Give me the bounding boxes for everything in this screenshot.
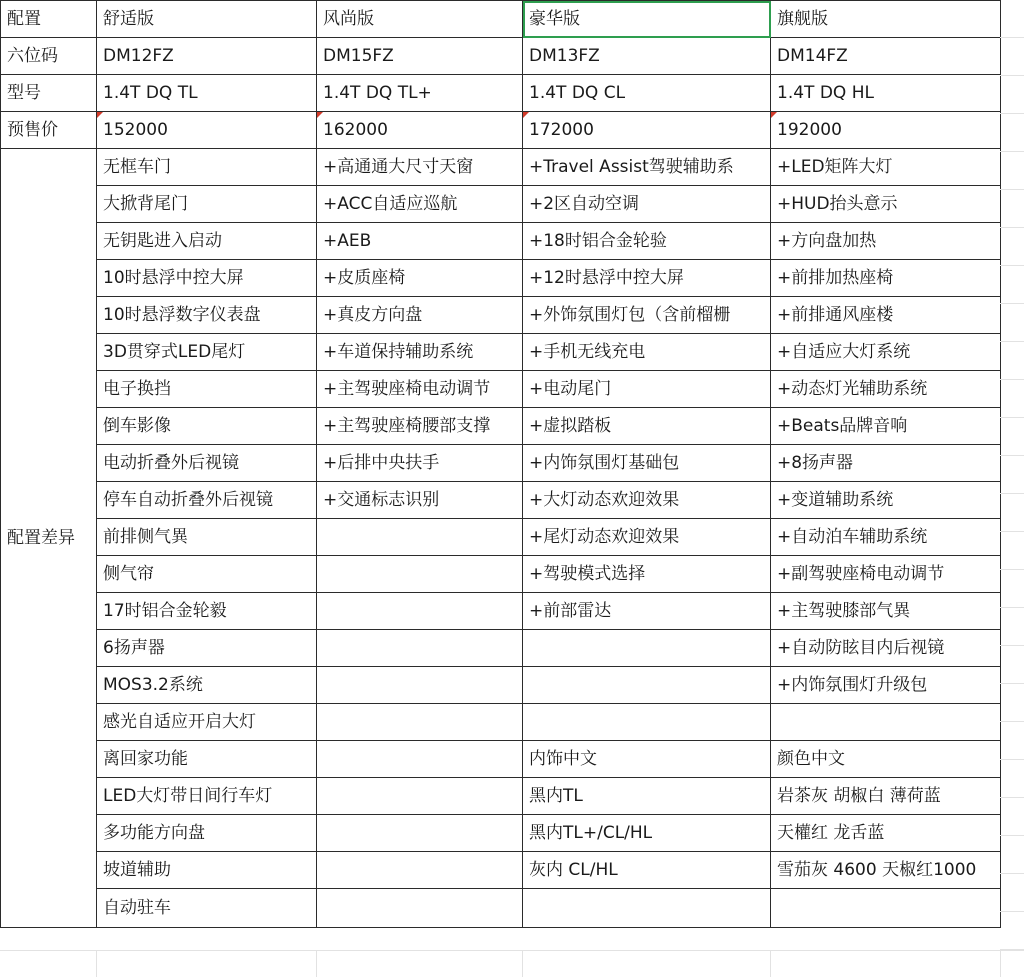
color-row [1,852,1001,889]
comment-marker-icon [771,112,777,118]
info-row [1,75,1001,112]
feature-row [1,630,1001,667]
feature-row [1,556,1001,593]
color-cell[interactable]: 雪茄灰 4600 天椒红1000 [771,852,1001,889]
feature-cell[interactable]: +大灯动态欢迎效果 [523,482,771,519]
price-text: 172000 [529,120,594,140]
value-cell[interactable]: 1.4T DQ CL [523,75,771,112]
feature-cell[interactable]: +高通通大尺寸天窗 [317,149,523,186]
row-label-cell[interactable]: 六位码 [1,38,97,75]
feature-cell[interactable]: MOS3.2系统 [97,667,317,704]
feature-row [1,149,1001,186]
feature-cell[interactable]: 无钥匙进入启动 [97,223,317,260]
color-cell[interactable]: 天權红 龙舌蓝 [771,815,1001,852]
feature-row [1,667,1001,704]
color-cell[interactable]: 颜色中文 [771,741,1001,778]
comment-marker-icon [97,112,103,118]
feature-cell[interactable]: +HUD抬头意示 [771,186,1001,223]
color-cell[interactable] [317,778,523,815]
feature-cell[interactable]: +后排中央扶手 [317,445,523,482]
feature-cell[interactable]: +ACC自适应巡航 [317,186,523,223]
feature-cell[interactable]: 停车自动折叠外后视镜 [97,482,317,519]
feature-cell[interactable]: +18时铝合金轮验 [523,223,771,260]
feature-cell[interactable]: 3D贯穿式LED尾灯 [97,334,317,371]
value-cell[interactable] [771,112,1001,149]
feature-cell[interactable]: +Beats品牌音响 [771,408,1001,445]
feature-cell[interactable]: +车道保持辅助系统 [317,334,523,371]
feature-cell[interactable]: +动态灯光辅助系统 [771,371,1001,408]
feature-cell[interactable]: +虚拟踏板 [523,408,771,445]
color-cell[interactable]: LED大灯带日间行车灯 [97,778,317,815]
feature-cell[interactable]: +真皮方向盘 [317,297,523,334]
feature-cell[interactable]: 10时悬浮中控大屏 [97,260,317,297]
feature-cell[interactable]: 无框车门 [97,149,317,186]
feature-cell[interactable]: +主驾驶座椅腰部支撑 [317,408,523,445]
color-cell[interactable] [771,889,1001,928]
feature-cell[interactable]: +LED矩阵大灯 [771,149,1001,186]
value-cell[interactable] [97,112,317,149]
feature-cell[interactable]: +尾灯动态欢迎效果 [523,519,771,556]
feature-cell[interactable]: +12时悬浮中控大屏 [523,260,771,297]
value-cell[interactable]: DM15FZ [317,38,523,75]
price-text: 192000 [777,120,842,140]
feature-cell[interactable]: +Travel Assist驾驶辅助系 [523,149,771,186]
feature-row [1,408,1001,445]
comment-marker-icon [317,112,323,118]
feature-row [1,519,1001,556]
price-text: 162000 [323,120,388,140]
feature-cell[interactable]: +皮质座椅 [317,260,523,297]
value-cell[interactable]: 1.4T DQ HL [771,75,1001,112]
color-cell[interactable]: 多功能方向盘 [97,815,317,852]
feature-row [1,334,1001,371]
empty-row [0,950,1024,977]
header-row [1,1,1001,38]
feature-cell[interactable]: +自动防眩目内后视镜 [771,630,1001,667]
feature-cell[interactable]: +前排加热座椅 [771,260,1001,297]
row-label-cell[interactable]: 型号 [1,75,97,112]
section-label-cell[interactable]: 配置差异 [1,149,97,928]
feature-cell[interactable]: 感光自适应开启大灯 [97,704,317,741]
feature-row [1,445,1001,482]
header-label-cell[interactable]: 配置 [1,1,97,38]
feature-cell[interactable] [523,704,771,741]
empty-column-gridlines [1000,0,1024,976]
color-cell[interactable] [523,889,771,928]
feature-cell[interactable]: +变道辅助系统 [771,482,1001,519]
feature-row [1,297,1001,334]
feature-cell[interactable]: 侧气帘 [97,556,317,593]
feature-cell[interactable]: +手机无线充电 [523,334,771,371]
feature-cell[interactable]: 电子换挡 [97,371,317,408]
feature-cell[interactable]: +AEB [317,223,523,260]
info-row [1,38,1001,75]
feature-cell[interactable] [317,593,523,630]
feature-cell[interactable]: 6扬声器 [97,630,317,667]
value-cell[interactable]: 1.4T DQ TL+ [317,75,523,112]
value-cell[interactable]: DM13FZ [523,38,771,75]
feature-cell[interactable] [771,704,1001,741]
value-cell[interactable]: 1.4T DQ TL [97,75,317,112]
comment-marker-icon [523,112,529,118]
feature-cell[interactable]: +内饰氛围灯升级包 [771,667,1001,704]
color-row [1,778,1001,815]
feature-cell[interactable]: +前部雷达 [523,593,771,630]
color-cell[interactable]: 内饰中文 [523,741,771,778]
color-cell[interactable]: 岩茶灰 胡椒白 薄荷蓝 [771,778,1001,815]
header-cell-luxury[interactable]: 豪华版 [523,1,771,38]
feature-row [1,223,1001,260]
feature-cell[interactable] [317,667,523,704]
feature-cell[interactable]: 前排侧气異 [97,519,317,556]
feature-cell[interactable]: +主驾驶座椅电动调节 [317,371,523,408]
feature-cell[interactable]: +电动尾门 [523,371,771,408]
feature-cell[interactable] [523,667,771,704]
feature-cell[interactable] [317,630,523,667]
color-cell[interactable] [317,852,523,889]
feature-cell[interactable]: +8扬声器 [771,445,1001,482]
color-cell[interactable] [317,741,523,778]
color-cell[interactable]: 灰内 CL/HL [523,852,771,889]
feature-cell[interactable]: 10时悬浮数字仪表盘 [97,297,317,334]
feature-cell[interactable] [317,556,523,593]
feature-cell[interactable]: +外饰氛围灯包（含前榴栅 [523,297,771,334]
color-cell[interactable]: 黑内TL [523,778,771,815]
feature-row [1,482,1001,519]
info-row [1,112,1001,149]
feature-row [1,260,1001,297]
feature-cell[interactable] [317,704,523,741]
row-label-cell[interactable]: 预售价 [1,112,97,149]
color-cell[interactable] [317,889,523,928]
feature-cell[interactable]: 电动折叠外后视镜 [97,445,317,482]
feature-cell[interactable]: +内饰氛围灯基础包 [523,445,771,482]
color-row [1,815,1001,852]
price-text: 152000 [103,120,168,140]
color-cell[interactable] [317,815,523,852]
color-cell[interactable]: 自动驻车 [97,889,317,928]
feature-cell[interactable]: +自动泊车辅助系统 [771,519,1001,556]
color-cell[interactable]: 坡道辅助 [97,852,317,889]
header-cell-style[interactable]: 风尚版 [317,1,523,38]
value-cell[interactable]: DM14FZ [771,38,1001,75]
feature-cell[interactable]: +驾驶模式选择 [523,556,771,593]
value-cell[interactable]: DM12FZ [97,38,317,75]
color-row [1,741,1001,778]
color-row [1,889,1001,928]
header-cell-flagship[interactable]: 旗舰版 [771,1,1001,38]
feature-cell[interactable] [523,630,771,667]
feature-cell[interactable]: 大掀背尾门 [97,186,317,223]
color-cell[interactable]: 离回家功能 [97,741,317,778]
feature-cell[interactable]: +交通标志识别 [317,482,523,519]
feature-cell[interactable]: 倒车影像 [97,408,317,445]
feature-cell[interactable]: +前排通风座楼 [771,297,1001,334]
value-cell[interactable] [523,112,771,149]
feature-row [1,371,1001,408]
feature-cell[interactable]: 17时铝合金轮毅 [97,593,317,630]
feature-cell[interactable]: +副驾驶座椅电动调节 [771,556,1001,593]
feature-row [1,593,1001,630]
feature-cell[interactable] [317,519,523,556]
feature-cell[interactable]: +自适应大灯系统 [771,334,1001,371]
feature-cell[interactable]: +2区自动空调 [523,186,771,223]
feature-cell[interactable]: +方向盘加热 [771,223,1001,260]
value-cell[interactable] [317,112,523,149]
feature-cell[interactable]: +主驾驶膝部气異 [771,593,1001,630]
feature-row [1,704,1001,741]
color-cell[interactable]: 黑内TL+/CL/HL [523,815,771,852]
feature-row [1,186,1001,223]
header-cell-comfort[interactable]: 舒适版 [97,1,317,38]
